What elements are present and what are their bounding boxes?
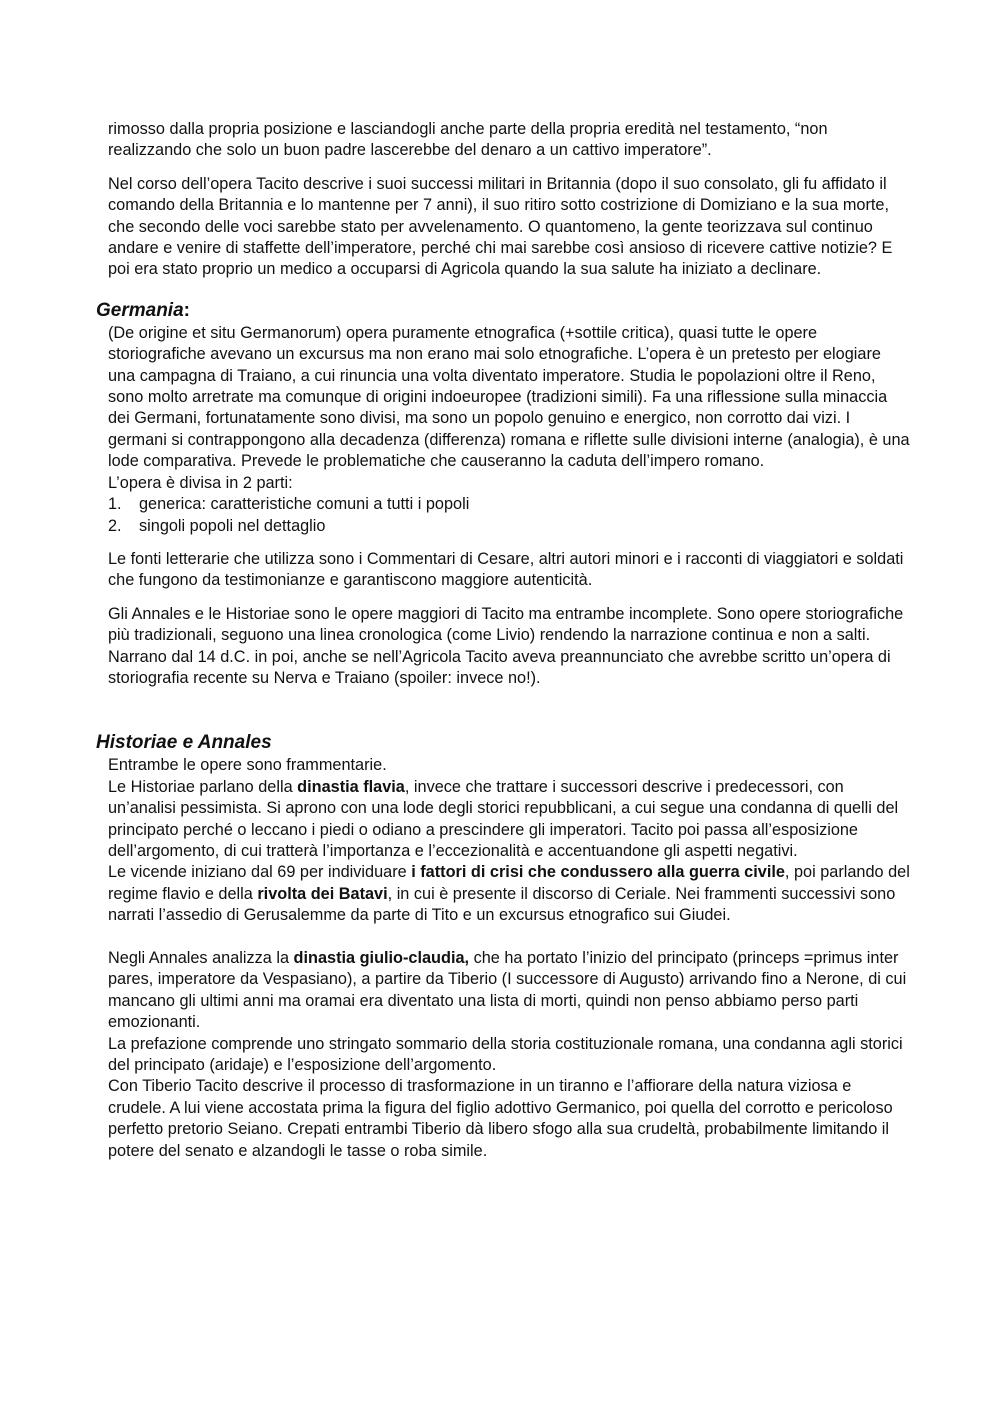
text-run: Negli Annales analizza la bbox=[108, 948, 294, 967]
blank-line bbox=[108, 927, 910, 948]
germania-heading bbox=[96, 299, 910, 323]
text-run: , invece che trattare i successori descrive i predecessori, con un’analisi pessimista. Si aprono con una lode degli storici repubblicani, a cui segue una condanna di quelli del principato perché o leccano i piedi o odiano a prescindere gli imperatori. Tacito poi passa all’esposizione dell’argomento, di cui tratterà l’importanza e l’eccezionalità e accentuandone gli aspetti negativi. bbox=[108, 777, 899, 860]
bold-rivolta-batavi: rivolta dei Batavi bbox=[257, 884, 388, 903]
intro-paragraph-1: rimosso dalla propria posizione e lasciandogli anche parte della propria eredità nel testamento, “non realizzando che solo un buon padre lascerebbe del denaro a un cattivo imperatore”. bbox=[108, 120, 828, 160]
germania-colon: : bbox=[183, 299, 190, 321]
text-run: Le Historiae parlano della bbox=[108, 777, 298, 796]
historiae-line-flavia bbox=[108, 777, 910, 863]
germania-parts-list bbox=[108, 494, 910, 537]
germania-title: Germania bbox=[96, 299, 184, 321]
annales-line-prefazione: La prefazione comprende uno stringato sommario della storia costituzionale romana, una condanna agli storici del principato (aridaje) e l’esposizione dell’argomento. bbox=[108, 1034, 903, 1075]
list-item bbox=[108, 494, 910, 515]
list-item-number: 2. bbox=[108, 516, 122, 535]
germania-description: (De origine et situ Germanorum) opera puramente etnografica (+sottile critica), quasi tutte le opere storiografiche avevano un excursus ma non erano mai solo etnografiche. L’opera è un pretesto per elogiare una campagna di Traiano, a cui rinuncia una volta diventato imperatore. Studia le popolazioni oltre il Reno, sono molto arretrate ma comunque di origini indoeuropee (tradizioni simili). Fa una riflessione sulla minaccia dei Germani, fortunatamente sono divisi, ma sono un popolo genuino e energico, non corrotto dai vizi. I germani si contrappongono alla decadenza (differenza) romana e riflette sulle divisioni interne (analogia), è una lode comparativa. Prevede le problematiche che causeranno la caduta dell’impero romano. bbox=[108, 323, 910, 471]
annales-line-tiberio: Con Tiberio Tacito descrive il processo di trasformazione in un tiranno e l’affiorare della natura viziosa e crudele. A lui viene accostata prima la figura del figlio adottivo Germanico, poi quella del corrotto e pericoloso perfetto pretorio Seiano. Crepati entrambi Tiberio dà libero sfogo alla sua crudeltà, probabilmente limitando il potere del senato e alzandogli le tasse o roba simile. bbox=[108, 1077, 893, 1160]
germania-body bbox=[108, 323, 910, 494]
historiae-body bbox=[108, 755, 910, 1162]
historiae-line-vicende bbox=[108, 862, 910, 926]
text-run: che ha portato l’inizio del principato (princeps =primus inter pares, imperatore da Vespasiano), a partire da Tiberio (I successore di Augusto) arrivando fino a Nerone, di cui mancano gli ultimi anni ma oramai era diventato una lista di morti, quindi non penso abbiamo perso parti emozionanti. bbox=[108, 948, 907, 1032]
list-item-number: 1. bbox=[108, 495, 122, 514]
germania-division: L’opera è divisa in 2 parti: bbox=[108, 473, 293, 492]
text-run: , in cui è presente il discorso di Ceriale. Nei frammenti successivi sono narrati l’assedio di Gerusalemme da parte di Tito e un excursus etnografico sui Giudei. bbox=[108, 884, 896, 925]
annales-line-giulio-claudia bbox=[108, 948, 910, 1034]
historiae-line-fragmentary: Entrambe le opere sono frammentarie. bbox=[108, 756, 387, 775]
list-item-text: generica: caratteristiche comuni a tutti i popoli bbox=[139, 495, 470, 514]
germania-fonti-paragraph: Le fonti letterarie che utilizza sono i Commentari di Cesare, altri autori minori e i racconti di viaggiatori e soldati che fungono da testimonianze e garantiscono maggiore autenticità. bbox=[108, 549, 904, 590]
text-run: Le vicende iniziano dal 69 per individuare bbox=[108, 863, 412, 882]
annales-historiae-intro-paragraph: Gli Annales e le Historiae sono le opere maggiori di Tacito ma entrambe incomplete. Sono opere storiografiche più tradizionali, seguono una linea cronologica (come Livio) rendendo la narrazione continua e non a salti. Narrano dal 14 d.C. in poi, anche se nell’Agricola Tacito aveva preannunciato che avrebbe scritto un’opera di storiografia recente su Nerva e Traiano (spoiler: invece no!). bbox=[108, 604, 904, 687]
bold-fattori-crisi: i fattori di crisi che condussero alla guerra civile bbox=[411, 863, 785, 882]
intro-paragraph-2: Nel corso dell’opera Tacito descrive i suoi successi militari in Britannia (dopo il suo consolato, gli fu affidato il comando della Britannia e lo mantenne per 7 anni), il suo ritiro sotto costrizione di Domiziano e la sua morte, che secondo delle voci sarebbe stato per avvelenamento. O quantomeno, la gente teorizzava sul continuo andare e venire di staffette dell’imperatore, perché chi mai sarebbe così ansioso di ricevere cattive notizie? E poi era stato proprio un medico a occuparsi di Agricola quando la sua salute ha iniziato a declinare. bbox=[108, 174, 893, 279]
list-item bbox=[108, 516, 910, 537]
bold-dinastia-giulio-claudia: dinastia giulio-claudia, bbox=[293, 948, 470, 967]
list-item-text: singoli popoli nel dettaglio bbox=[139, 516, 326, 535]
text-run: , poi parlando del regime flavio e della bbox=[108, 863, 910, 903]
historiae-annales-heading: Historiae e Annales bbox=[96, 732, 272, 754]
bold-dinastia-flavia: dinastia flavia bbox=[297, 777, 405, 796]
